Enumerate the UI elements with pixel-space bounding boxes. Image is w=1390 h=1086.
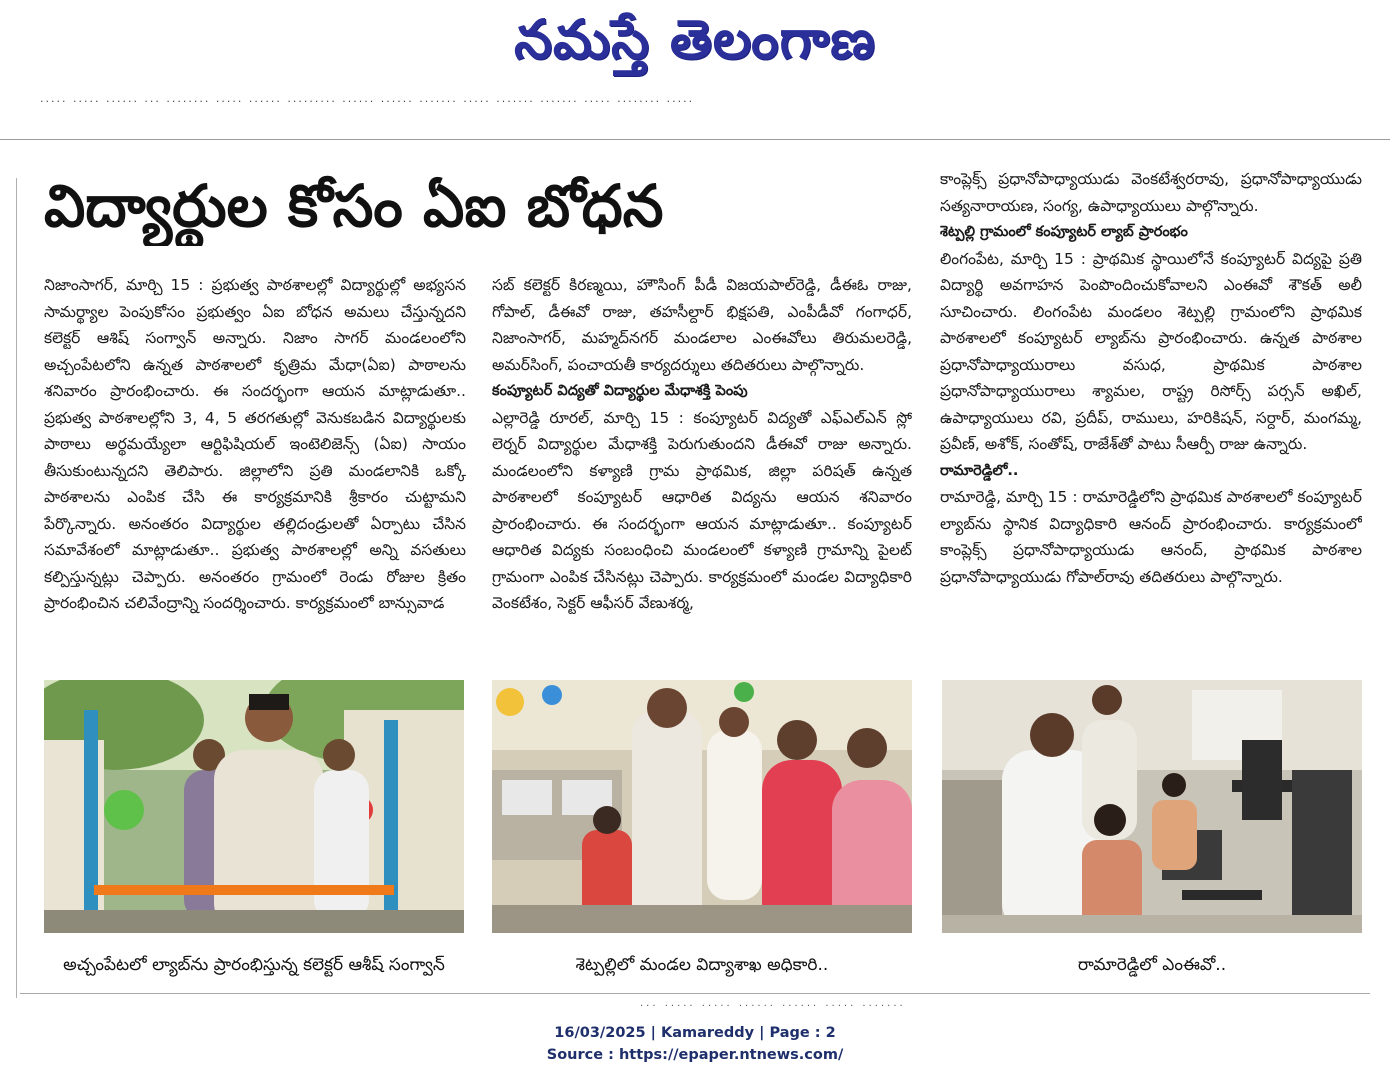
paragraph: నిజాంసాగర్, మార్చి 15 : ప్రభుత్వ పాఠశాలల్లో విద్యార్థుల్లో అభ్యసన సామర్థ్యాల పెంపుకోసం ప్రభుత్వం ఏఐ బోధన అమలు చేస్తున్నదని కలెక్టర్ ఆశిష్ సంగ్వాన్ అన్నారు. నిజాం సాగర్ మండలంలోని అచ్చంపేటలోని ఉన్నత పాఠశాలలో కృత్రిమ మేధా(ఏఐ) పాఠాలను శనివారం ప్రారంభించారు. ఈ సందర్భంగా ఆయన మాట్లాడుతూ.. ప్రభుత్వ పాఠశాలల్లోని 3, 4, 5 తరగతుల్లో వెనుకబడిన విద్యార్థులకు పాఠాలు అర్థమయ్యేలా ఆర్టిఫిషియల్ ఇంటెలిజెన్స్ (ఏఐ) సాయం తీసుకుంటున్నదని తెలిపారు. జిల్లాలోని ప్రతి మండలానికి ఒక్కో పాఠశాలను ఎంపిక చేసి ఈ కార్యక్రమానికి శ్రీకారం చుట్టామని పేర్కొన్నారు. అనంతరం విద్యార్థుల తల్లిదండ్రులతో ఏర్పాటు చేసిన సమావేశంలో మాట్లాడుతూ.. ప్రభుత్వ పాఠశాలల్లో అన్ని వసతులు కల్పిస్తున్నట్లు చెప్పారు. అనంతరం గ్రామంలో రెండు రోజుల క్రితం ప్రారంభించిన చలివేంద్రాన్ని సందర్శించారు. కార్యక్రమంలో బాన్సువాడ [44, 276, 466, 612]
subheading: రామారెడ్డిలో.. [940, 462, 1019, 479]
article-column-1 [44, 272, 466, 664]
article-column-2 [492, 272, 912, 664]
cut-text-strip: ..... ..... ...... ... ........ ..... ...... ......... ...... ...... ....... ..... ....... ....... ..... ........ ..... [40, 92, 695, 105]
paragraph: ఎల్లారెడ్డి రూరల్, మార్చి 15 : కంప్యూటర్ విద్యతో ఎఫ్ఎల్ఎన్ స్లో లెర్నర్ విద్యార్థుల మేధాశక్తి పెరుగుతుందని డీఈవో రాజు అన్నారు. మండలంలోని కళ్యాణి గ్రామ ప్రాథమిక, జిల్లా పరిషత్ ఉన్నత పాఠశాలలో కంప్యూటర్ ఆధారిత విద్యను ఆయన శనివారం ప్రారంభించారు. ఈ సందర్భంగా ఆయన మాట్లాడుతూ.. కంప్యూటర్ ఆధారిత విద్యకు సంబంధించి మండలంలో కళ్యాణి గ్రామాన్ని పైలట్ గ్రామంగా ఎంపిక చేసినట్లు చెప్పారు. కార్యక్రమంలో మండల విద్యాధికారి వెంకటేశం, సెక్టర్ ఆఫీసర్ వేణుశర్మ, [492, 408, 912, 612]
photo-caption: అచ్చంపేటలో ల్యాబ్‌ను ప్రారంభిస్తున్న కలెక్టర్ ఆశీష్ సంగ్వాన్ [63, 955, 445, 975]
article-column-3 [940, 166, 1362, 664]
photo-students-at-computers [942, 680, 1362, 933]
photo-computer-lab-officials [492, 680, 912, 933]
masthead [0, 0, 1390, 140]
subheading: కంప్యూటర్ విద్యతో విద్యార్థుల మేధాశక్తి పెంపు [492, 383, 748, 399]
bottom-divider [20, 993, 1370, 994]
photo-caption: రామారెడ్డిలో ఎంఈవో.. [1077, 955, 1227, 975]
subheading: శెట్పల్లి గ్రామంలో కంప్యూటర్ ల్యాబ్ ప్రారంభం [940, 224, 1188, 240]
cut-text-strip: ... ..... ..... ...... ...... ..... ....... [640, 998, 906, 1009]
paragraph: సబ్ కలెక్టర్ కిరణ్మయి, హౌసింగ్ పీడీ విజయపాల్‌రెడ్డి, డీఈఓ రాజు, గోపాల్, డీఈవో రాజు, తహసీల్దార్ భిక్షపతి, ఎంపీడీవో గంగాధర్, నిజాంసాగర్, మహ్మద్‌నగర్ మండలాల ఎంఈవోలు తిరుమలరెడ్డి, అమర్‌సింగ్, పంచాయతీ కార్యదర్శులు తదితరులు పాల్గొన్నారు. [492, 276, 912, 374]
paragraph: లింగంపేట, మార్చి 15 : ప్రాథమిక స్థాయిలోనే కంప్యూటర్ విద్యపై ప్రతి విద్యార్థి అవగాహన పెంపొందించుకోవాలని ఎంఈవో శౌకత్ అలీ సూచించారు. లింగంపేట మండలం శెట్పల్లి గ్రామంలోని ప్రాథమిక పాఠశాలలో కంప్యూటర్ ల్యాబ్‌ను ప్రారంభించారు. ఉన్నత పాఠశాల ప్రధానోపాధ్యాయురాలు వసుధ, ప్రాథమిక పాఠశాల ప్రధానోపాధ్యాయురాలు శ్యామల, రాష్ట్ర రిసోర్స్ పర్సన్ అఖిల్, ఉపాధ్యాయులు రవి, ప్రదీప్, రాములు, హరికిషన్, సర్దార్, మంగమ్మ, ప్రవీణ్, అశోక్, సంతోష్, రాజేశ్‌తో పాటు సీఆర్పీ రాజు ఉన్నారు. [940, 249, 1362, 453]
top-divider [0, 139, 1390, 140]
photo-caption: శెట్పల్లిలో మండల విద్యాశాఖ అధికారి.. [575, 955, 829, 975]
paragraph: కాంప్లెక్స్ ప్రధానోపాధ్యాయుడు వెంకటేశ్వరరావు, ప్రధానోపాధ్యాయుడు సత్యనారాయణ, సంగ్య, ఉపాధ్యాయులు పాల్గొన్నారు. [940, 170, 1362, 215]
paragraph: రామారెడ్డి, మార్చి 15 : రామారెడ్డిలోని ప్రాథమిక పాఠశాలలో కంప్యూటర్ ల్యాబ్‌ను స్థానిక విద్యాధికారి ఆనంద్ ప్రారంభించారు. కార్యక్రమంలో కాంప్లెక్స్ ప్రధానోపాధ్యాయుడు ఆనంద్, ప్రాథమిక పాఠశాల ప్రధానోపాధ్యాయుడు గోపాల్‌రావు తదితరులు పాల్గొన్నారు. [940, 488, 1362, 586]
edition-info: 16/03/2025 | Kamareddy | Page : 2 [554, 1025, 836, 1041]
newspaper-logo: నమస్తే తెలంగాణ [514, 8, 876, 71]
article-headline: విద్యార్థుల కోసం ఏఐ బోధన [44, 172, 664, 240]
source-link[interactable]: Source : https://epaper.ntnews.com/ [546, 1047, 844, 1063]
clip-border-line [16, 178, 17, 998]
photo-ribbon-cutting [44, 680, 464, 933]
